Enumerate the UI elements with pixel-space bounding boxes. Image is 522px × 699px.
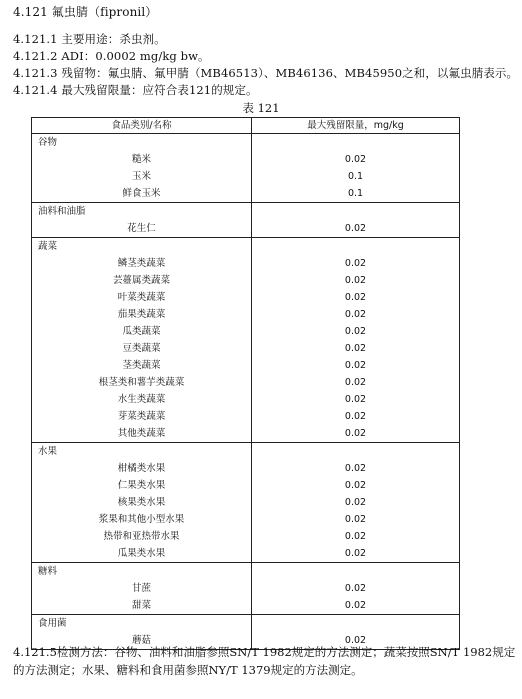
table-row xyxy=(32,185,460,203)
group-name: 食用菌 xyxy=(32,615,252,633)
limit-value-cell: 0.02 xyxy=(252,460,460,477)
limit-value-cell: 0.02 xyxy=(252,357,460,374)
table-row xyxy=(32,494,460,511)
food-name-cell: 花生仁 xyxy=(32,220,252,238)
limit-value-cell: 0.02 xyxy=(252,323,460,340)
table-row xyxy=(32,151,460,168)
food-name-cell: 其他类蔬菜 xyxy=(32,425,252,443)
food-name-cell: 鲜食玉米 xyxy=(32,185,252,203)
group-limit-empty xyxy=(252,563,460,581)
limit-value-cell: 0.02 xyxy=(252,494,460,511)
group-limit-empty xyxy=(252,443,460,461)
limit-value-cell: 0.02 xyxy=(252,255,460,272)
table-row xyxy=(32,425,460,443)
limit-value-cell: 0.1 xyxy=(252,168,460,185)
limit-value-cell: 0.02 xyxy=(252,391,460,408)
table-row xyxy=(32,168,460,185)
limit-value-cell: 0.1 xyxy=(252,185,460,203)
table-caption: 表 121 xyxy=(242,101,280,115)
food-name-cell: 甜菜 xyxy=(32,597,252,615)
limit-value-cell: 0.02 xyxy=(252,220,460,238)
table-row xyxy=(32,340,460,357)
clause-adi: 4.121.2 ADI：0.0002 mg/kg bw。 xyxy=(13,49,210,63)
limit-value-cell: 0.02 xyxy=(252,528,460,545)
limit-value-cell: 0.02 xyxy=(252,580,460,597)
table-row xyxy=(32,580,460,597)
table-row xyxy=(32,289,460,306)
group-name: 水果 xyxy=(32,443,252,461)
limit-value-cell: 0.02 xyxy=(252,632,460,650)
table-row xyxy=(32,545,460,563)
col-header-limit: 最大残留限量，mg/kg xyxy=(252,118,460,134)
food-name-cell: 豆类蔬菜 xyxy=(32,340,252,357)
clause-method-line1: 4.121.5检测方法：谷物、油料和油脂参照SN/T 1982规定的方法测定；蔬菜按照SN/T 1982规定 xyxy=(13,645,516,659)
group-limit-empty xyxy=(252,615,460,633)
limit-value-cell: 0.02 xyxy=(252,511,460,528)
clause-mrl: 4.121.4 最大残留限量：应符合表121的规定。 xyxy=(13,83,258,97)
table-row xyxy=(32,528,460,545)
food-name-cell: 浆果和其他小型水果 xyxy=(32,511,252,528)
food-name-cell: 茎类蔬菜 xyxy=(32,357,252,374)
group-limit-empty xyxy=(252,238,460,256)
group-name: 蔬菜 xyxy=(32,238,252,256)
food-name-cell: 根茎类和薯芋类蔬菜 xyxy=(32,374,252,391)
food-name-cell: 鳞茎类蔬菜 xyxy=(32,255,252,272)
table-group-row xyxy=(32,615,460,633)
table-row xyxy=(32,220,460,238)
table-group-row xyxy=(32,203,460,221)
table-row xyxy=(32,306,460,323)
food-name-cell: 仁果类水果 xyxy=(32,477,252,494)
group-name: 谷物 xyxy=(32,134,252,152)
limit-value-cell: 0.02 xyxy=(252,597,460,615)
limit-value-cell: 0.02 xyxy=(252,408,460,425)
table-row xyxy=(32,597,460,615)
clause-residue: 4.121.3 残留物：氟虫腈、氟甲腈（MB46513）、MB46136、MB45950之和，以氟虫腈表示。 xyxy=(13,66,519,80)
table-header-row xyxy=(32,118,460,134)
limit-value-cell: 0.02 xyxy=(252,151,460,168)
table-row xyxy=(32,323,460,340)
section-heading: 4.121 氟虫腈（fipronil） xyxy=(13,5,158,19)
food-name-cell: 热带和亚热带水果 xyxy=(32,528,252,545)
food-name-cell: 芽菜类蔬菜 xyxy=(32,408,252,425)
limit-value-cell: 0.02 xyxy=(252,289,460,306)
food-name-cell: 芸薹属类蔬菜 xyxy=(32,272,252,289)
table-group-row xyxy=(32,238,460,256)
mrl-table xyxy=(31,117,460,650)
table-row xyxy=(32,272,460,289)
limit-value-cell: 0.02 xyxy=(252,477,460,494)
limit-value-cell: 0.02 xyxy=(252,545,460,563)
food-name-cell: 水生类蔬菜 xyxy=(32,391,252,408)
food-name-cell: 叶菜类蔬菜 xyxy=(32,289,252,306)
table-row xyxy=(32,460,460,477)
limit-value-cell: 0.02 xyxy=(252,425,460,443)
table-group-row xyxy=(32,563,460,581)
group-limit-empty xyxy=(252,134,460,152)
table-row xyxy=(32,357,460,374)
table-row xyxy=(32,374,460,391)
table-row xyxy=(32,511,460,528)
group-limit-empty xyxy=(252,203,460,221)
limit-value-cell: 0.02 xyxy=(252,340,460,357)
table-group-row xyxy=(32,443,460,461)
food-name-cell: 瓜类蔬菜 xyxy=(32,323,252,340)
food-name-cell: 瓜果类水果 xyxy=(32,545,252,563)
food-name-cell: 柑橘类水果 xyxy=(32,460,252,477)
food-name-cell: 茄果类蔬菜 xyxy=(32,306,252,323)
food-name-cell: 蘑菇 xyxy=(32,632,252,650)
clause-method-line2: 的方法测定；水果、糖料和食用菌参照NY/T 1379规定的方法测定。 xyxy=(13,663,363,677)
limit-value-cell: 0.02 xyxy=(252,272,460,289)
table-row xyxy=(32,391,460,408)
food-name-cell: 甘蔗 xyxy=(32,580,252,597)
col-header-food: 食品类别/名称 xyxy=(32,118,252,134)
food-name-cell: 核果类水果 xyxy=(32,494,252,511)
group-name: 油料和油脂 xyxy=(32,203,252,221)
group-name: 糖料 xyxy=(32,563,252,581)
table-row xyxy=(32,477,460,494)
table-group-row xyxy=(32,134,460,152)
food-name-cell: 玉米 xyxy=(32,168,252,185)
clause-usage: 4.121.1 主要用途：杀虫剂。 xyxy=(13,32,166,46)
limit-value-cell: 0.02 xyxy=(252,306,460,323)
table-row xyxy=(32,408,460,425)
table-row xyxy=(32,255,460,272)
food-name-cell: 糙米 xyxy=(32,151,252,168)
limit-value-cell: 0.02 xyxy=(252,374,460,391)
